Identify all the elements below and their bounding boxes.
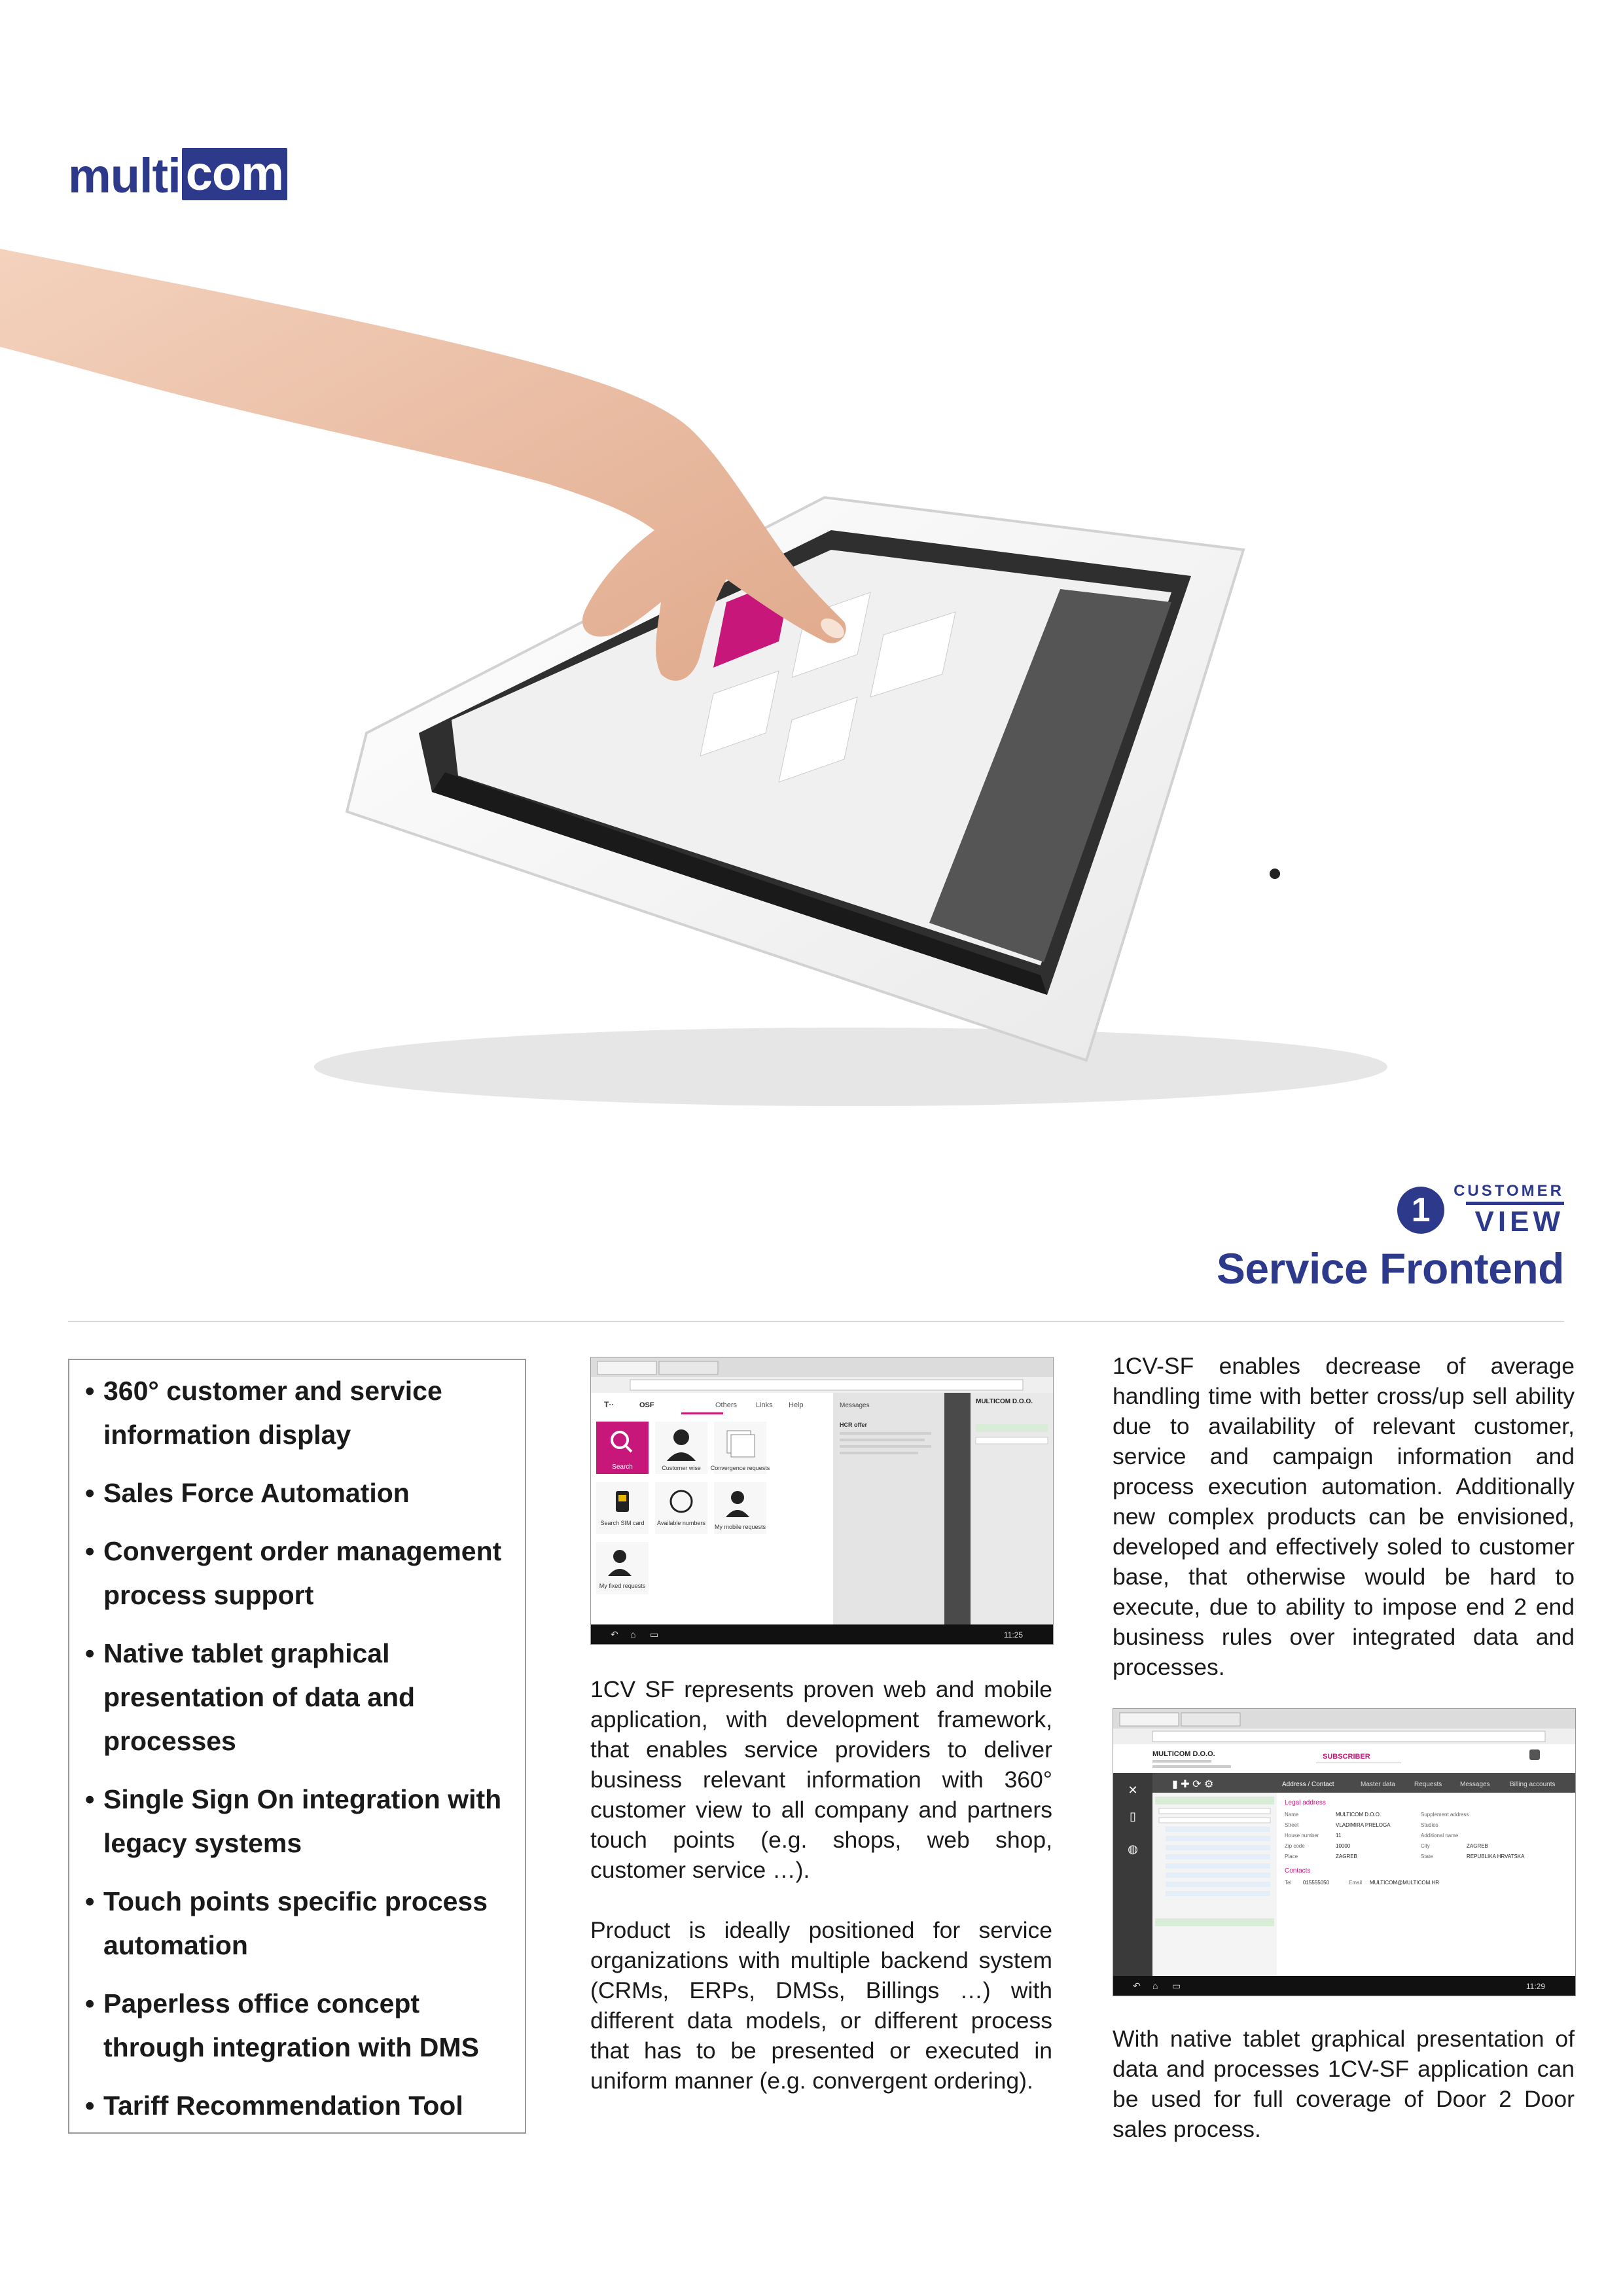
svg-text:Tel: Tel: [1285, 1880, 1292, 1886]
tile-label: Customer wise: [662, 1465, 701, 1471]
features-list: [85, 1369, 512, 2128]
tab-address-contact: Address / Contact: [1282, 1781, 1334, 1788]
svg-text:Email: Email: [1349, 1880, 1363, 1886]
feature-item: • Tariff Recommendation Tool: [85, 2084, 512, 2128]
svg-text:↶: ↶: [611, 1629, 618, 1640]
svg-text:MULTICOM@MULTICOM.HR: MULTICOM@MULTICOM.HR: [1370, 1880, 1440, 1886]
divider: [68, 1321, 1564, 1322]
feature-item: • Convergent order management process support: [85, 1530, 512, 1617]
tile-label: Convergence requests: [710, 1465, 770, 1471]
tile-label: Search SIM card: [600, 1520, 645, 1526]
svg-text:Place: Place: [1285, 1854, 1298, 1859]
badge-rule: [1466, 1202, 1564, 1205]
svg-text:State: State: [1421, 1854, 1433, 1859]
badge-number: 1: [1397, 1187, 1444, 1234]
feature-item: • Touch points specific process automation: [85, 1880, 512, 1967]
paragraph: 1CV SF represents proven web and mobile application, with development framework, that enables service providers to deliver business relevant information with 360° customer view to all company and partners touch points (e.g. shops, web shop, customer service …).: [590, 1676, 1052, 1883]
messages-label: Messages: [840, 1402, 870, 1409]
svg-text:T··: T··: [604, 1400, 615, 1409]
svg-text:⌂: ⌂: [630, 1629, 636, 1640]
body-text-column-middle: [590, 1674, 1052, 2126]
tile-label: My mobile requests: [714, 1524, 766, 1530]
svg-text:REPUBLIKA HRVATSKA: REPUBLIKA HRVATSKA: [1467, 1854, 1525, 1859]
badge-top-word: CUSTOMER: [1454, 1182, 1564, 1200]
svg-text:◍: ◍: [1128, 1842, 1138, 1856]
logo-text-multi: multi: [68, 149, 181, 203]
clock: 11:25: [1003, 1630, 1023, 1640]
tile-label: My fixed requests: [599, 1583, 646, 1589]
screenshot-subscriber-detail: [1113, 1708, 1576, 1996]
svg-text:House number: House number: [1285, 1833, 1319, 1839]
paragraph: With native tablet graphical presentation of data and processes 1CV-SF application can be used for full coverage of Door 2 Door sales process.: [1113, 2026, 1575, 2142]
tab-billing-accounts: Billing accounts: [1510, 1781, 1556, 1788]
feature-item: • Native tablet graphical presentation of data and processes: [85, 1632, 512, 1763]
page-title: Service Frontend: [1216, 1244, 1564, 1293]
subscriber-label: SUBSCRIBER: [1323, 1753, 1370, 1761]
svg-text:Supplement address: Supplement address: [1421, 1812, 1469, 1818]
section-contacts: Contacts: [1285, 1867, 1311, 1874]
body-text-column-right-bottom: [1113, 2024, 1575, 2174]
feature-item: • Single Sign On integration with legacy systems: [85, 1778, 512, 1865]
tile-available-numbers[interactable]: [655, 1482, 707, 1534]
svg-text:✕: ✕: [1128, 1784, 1138, 1797]
badge-bottom-word: VIEW: [1474, 1206, 1564, 1238]
clock: 11:29: [1525, 1982, 1545, 1991]
tab-links: Links: [756, 1401, 773, 1409]
svg-text:▮ ✚ ⟳ ⚙: ▮ ✚ ⟳ ⚙: [1172, 1779, 1214, 1790]
tab-help: Help: [789, 1401, 804, 1409]
svg-text:ZAGREB: ZAGREB: [1336, 1854, 1357, 1859]
feature-item: • 360° customer and service information display: [85, 1369, 512, 1457]
section-legal-address: Legal address: [1285, 1799, 1326, 1806]
svg-text:VLADIMIRA PRELOGA: VLADIMIRA PRELOGA: [1336, 1822, 1391, 1828]
tab-others: Others: [715, 1401, 738, 1409]
company-name: MULTICOM D.O.O.: [1152, 1750, 1215, 1758]
feature-item: • Sales Force Automation: [85, 1471, 512, 1515]
logo-text-com: com: [182, 148, 287, 200]
svg-text:ZAGREB: ZAGREB: [1467, 1843, 1488, 1849]
paragraph: 1CV-SF enables decrease of average handling time with better cross/up sell ability due to availability of relevant customer, service and campaign information and process execution automation. Additionally new complex products can be envisioned, developed and effectively soled to customer base, that otherwise would be hard to execute, due to ability to impose end 2 end business rules over integrated data and processes.: [1113, 1353, 1575, 1680]
svg-text:Zip code: Zip code: [1285, 1843, 1305, 1849]
svg-text:⌂: ⌂: [1152, 1981, 1158, 1991]
hcr-label: HCR offer: [840, 1422, 867, 1428]
tab-requests: Requests: [1414, 1781, 1442, 1788]
tab-master-data: Master data: [1361, 1781, 1395, 1788]
hand-tablet-illustration: [0, 236, 1623, 1152]
svg-text:▭: ▭: [1172, 1981, 1181, 1991]
svg-text:11: 11: [1336, 1833, 1342, 1839]
tab-osf: OSF: [639, 1401, 654, 1409]
customer-view-badge: [1397, 1183, 1564, 1236]
svg-text:10000: 10000: [1336, 1843, 1351, 1849]
tab-messages: Messages: [1460, 1781, 1490, 1788]
svg-text:MULTICOM D.O.O.: MULTICOM D.O.O.: [1336, 1812, 1382, 1818]
multicom-logo: [68, 146, 287, 203]
screenshot-osf-home: [590, 1357, 1054, 1645]
tile-label: Available numbers: [657, 1520, 705, 1526]
svg-text:Studios: Studios: [1421, 1822, 1438, 1828]
svg-text:Street: Street: [1285, 1822, 1299, 1828]
feature-item: • Paperless office concept through integration with DMS: [85, 1982, 512, 2070]
hero-image: [0, 236, 1623, 1152]
body-text-column-right-top: [1113, 1351, 1575, 1712]
svg-text:↶: ↶: [1133, 1981, 1141, 1991]
svg-text:▯: ▯: [1130, 1810, 1136, 1823]
svg-text:City: City: [1421, 1843, 1430, 1849]
tile-label: Search: [612, 1463, 633, 1471]
company-name: MULTICOM D.O.O.: [976, 1398, 1033, 1405]
paragraph: Product is ideally positioned for service organizations with multiple backend system (CRMs, ERPs, DMSs, Billings …) with different data models, or different process that has to be presented or executed in uniform manner (e.g. convergent ordering).: [590, 1917, 1052, 2094]
features-box: [68, 1359, 526, 2134]
svg-text:▭: ▭: [650, 1629, 659, 1640]
svg-text:015555050: 015555050: [1303, 1880, 1330, 1886]
svg-text:Additional name: Additional name: [1421, 1833, 1459, 1839]
svg-text:Name: Name: [1285, 1812, 1299, 1818]
